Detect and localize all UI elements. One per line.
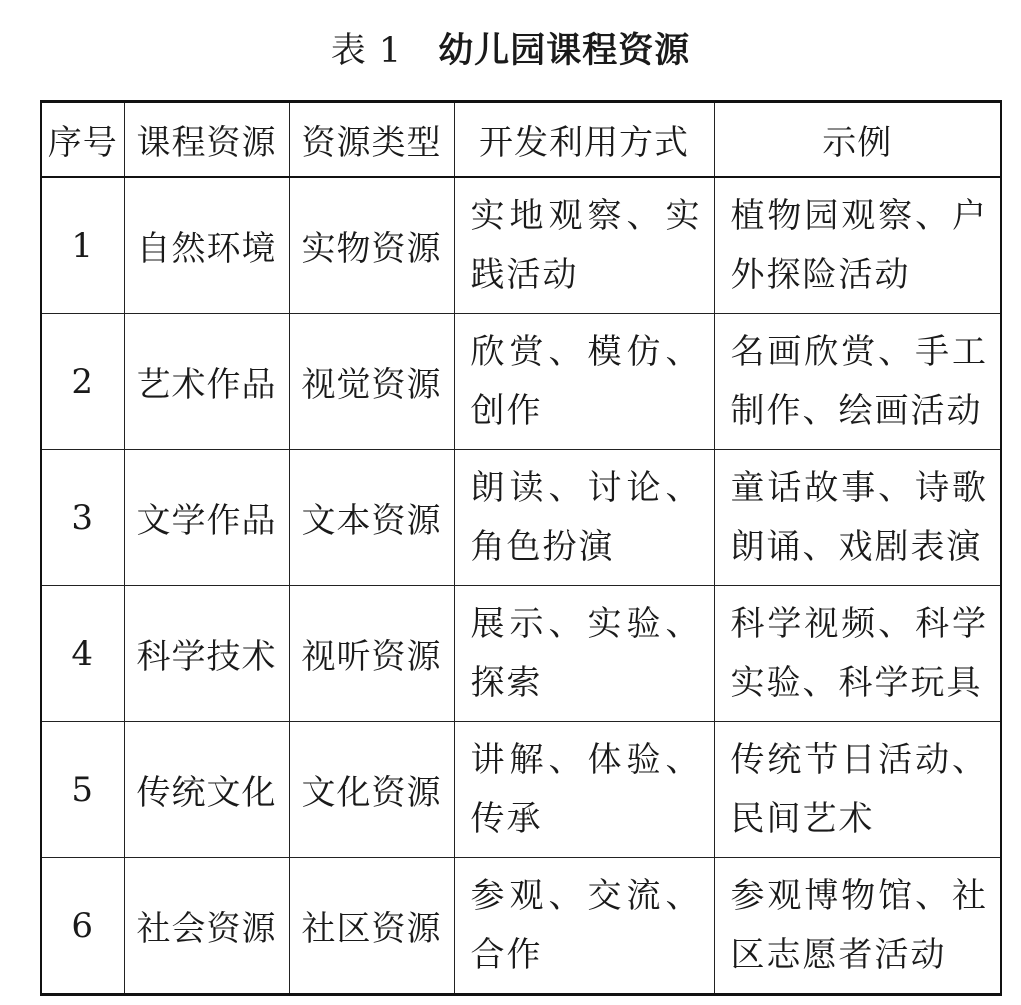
cell-course-resource: 社会资源 (124, 858, 289, 995)
cell-example: 传统节日活动、民间艺术 (714, 722, 1001, 858)
cell-resource-type: 实物资源 (289, 177, 454, 314)
cell-resource-type: 视听资源 (289, 586, 454, 722)
table-header-row (41, 102, 1001, 178)
cell-development-method: 讲解、体验、传承 (454, 722, 714, 858)
cell-serial-number: 5 (41, 722, 124, 858)
cell-resource-type: 文本资源 (289, 450, 454, 586)
cell-course-resource: 文学作品 (124, 450, 289, 586)
cell-example: 童话故事、诗歌朗诵、戏剧表演 (714, 450, 1001, 586)
table-row (41, 450, 1001, 586)
cell-development-method: 欣赏、模仿、创作 (454, 314, 714, 450)
cell-example: 植物园观察、户外探险活动 (714, 177, 1001, 314)
table-row (41, 314, 1001, 450)
cell-example: 参观博物馆、社区志愿者活动 (714, 858, 1001, 995)
curriculum-resources-table (40, 100, 1002, 996)
cell-course-resource: 艺术作品 (124, 314, 289, 450)
table-row (41, 858, 1001, 995)
cell-development-method: 实地观察、实践活动 (454, 177, 714, 314)
table-number: 表 1 (330, 31, 403, 71)
table-caption (0, 26, 1021, 76)
cell-serial-number: 3 (41, 450, 124, 586)
cell-resource-type: 社区资源 (289, 858, 454, 995)
cell-course-resource: 科学技术 (124, 586, 289, 722)
header-development-method: 开发利用方式 (454, 102, 714, 178)
header-course-resource: 课程资源 (124, 102, 289, 178)
table-row (41, 722, 1001, 858)
cell-course-resource: 传统文化 (124, 722, 289, 858)
cell-serial-number: 2 (41, 314, 124, 450)
header-resource-type: 资源类型 (289, 102, 454, 178)
header-example: 示例 (714, 102, 1001, 178)
header-serial-number: 序号 (41, 102, 124, 178)
table-row (41, 177, 1001, 314)
cell-serial-number: 6 (41, 858, 124, 995)
cell-serial-number: 1 (41, 177, 124, 314)
cell-development-method: 参观、交流、合作 (454, 858, 714, 995)
table-row (41, 586, 1001, 722)
cell-course-resource: 自然环境 (124, 177, 289, 314)
cell-development-method: 朗读、讨论、角色扮演 (454, 450, 714, 586)
cell-development-method: 展示、实验、探索 (454, 586, 714, 722)
cell-resource-type: 文化资源 (289, 722, 454, 858)
cell-example: 科学视频、科学实验、科学玩具 (714, 586, 1001, 722)
table-title: 幼儿园课程资源 (438, 31, 691, 71)
cell-example: 名画欣赏、手工制作、绘画活动 (714, 314, 1001, 450)
cell-serial-number: 4 (41, 586, 124, 722)
cell-resource-type: 视觉资源 (289, 314, 454, 450)
